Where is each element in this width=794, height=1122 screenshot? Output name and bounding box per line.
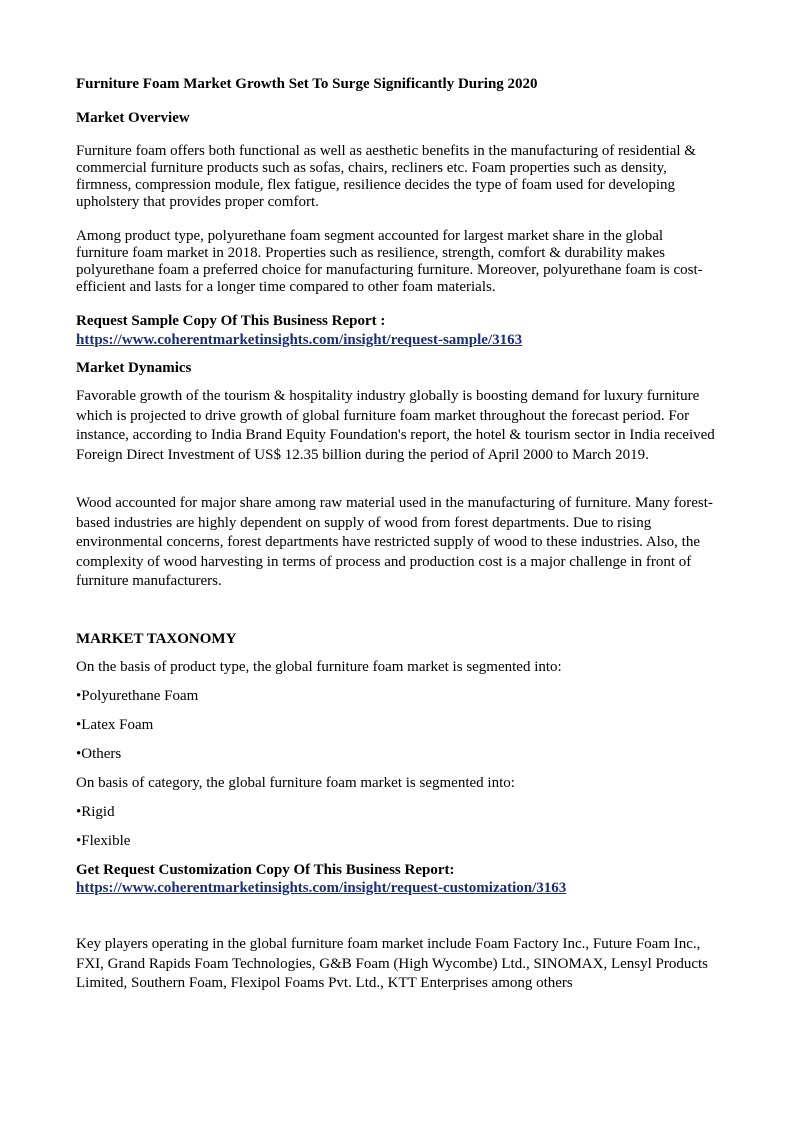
market-dynamics-heading: Market Dynamics: [76, 360, 192, 376]
product-item-polyurethane: •Polyurethane Foam: [76, 688, 199, 704]
dynamics-paragraph-1: Favorable growth of the tourism & hospitality industry globally is boosting demand for luxury furniture which is projected to drive growth of global furniture foam market throughout the forecast period. For instance, according to India Brand Equity Foundation's report, the hotel & tourism sector in India received Foreign Direct Investment of US$ 12.35 billion during the period of April 2000 to March 2019.: [76, 388, 715, 463]
customization-request-link[interactable]: https://www.coherentmarketinsights.com/insight/request-customization/3163: [76, 880, 567, 896]
product-type-intro: On the basis of product type, the global furniture foam market is segmented into:: [76, 659, 562, 675]
product-item-others: •Others: [76, 746, 122, 762]
category-intro: On basis of category, the global furniture foam market is segmented into:: [76, 775, 515, 791]
customization-request-label: Get Request Customization Copy Of This Business Report:: [76, 862, 455, 878]
market-taxonomy-heading: MARKET TAXONOMY: [76, 631, 237, 647]
sample-request-link[interactable]: https://www.coherentmarketinsights.com/insight/request-sample/3163: [76, 332, 523, 348]
overview-paragraph-1: Furniture foam offers both functional as well as aesthetic benefits in the manufacturing of residential & commercial furniture products such as sofas, chairs, recliners etc. Foam properties such as density, firmness, compression module, flex fatigue, resilience decides the type of foam used for developing upholstery that provides proper comfort.: [76, 143, 696, 210]
product-item-latex: •Latex Foam: [76, 717, 154, 733]
category-item-flexible: •Flexible: [76, 833, 131, 849]
overview-paragraph-2: Among product type, polyurethane foam segment accounted for largest market share in the global furniture foam market in 2018. Properties such as resilience, strength, comfort & durability makes polyurethane foam a preferred choice for manufacturing furniture. Moreover, polyurethane foam is cost-efficient and lasts for a longer time compared to other foam materials.: [76, 228, 703, 295]
sample-request-label: Request Sample Copy Of This Business Report :: [76, 313, 386, 329]
dynamics-paragraph-2: Wood accounted for major share among raw material used in the manufacturing of furniture. Many forest-based industries are highly dependent on supply of wood from forest departments. Due to rising environmental concerns, forest departments have restricted supply of wood to these industries. Also, the complexity of wood harvesting in terms of process and production cost is a major challenge in front of furniture manufacturers.: [76, 495, 713, 590]
document-title: Furniture Foam Market Growth Set To Surge Significantly During 2020: [76, 76, 538, 92]
category-item-rigid: •Rigid: [76, 804, 115, 820]
market-overview-heading: Market Overview: [76, 110, 190, 126]
key-players-paragraph: Key players operating in the global furniture foam market include Foam Factory Inc., Future Foam Inc., FXI, Grand Rapids Foam Technologies, G&B Foam (High Wycombe) Ltd., SINOMAX, Lensyl Products Limited, Southern Foam, Flexipol Foams Pvt. Ltd., KTT Enterprises among others: [76, 936, 709, 992]
